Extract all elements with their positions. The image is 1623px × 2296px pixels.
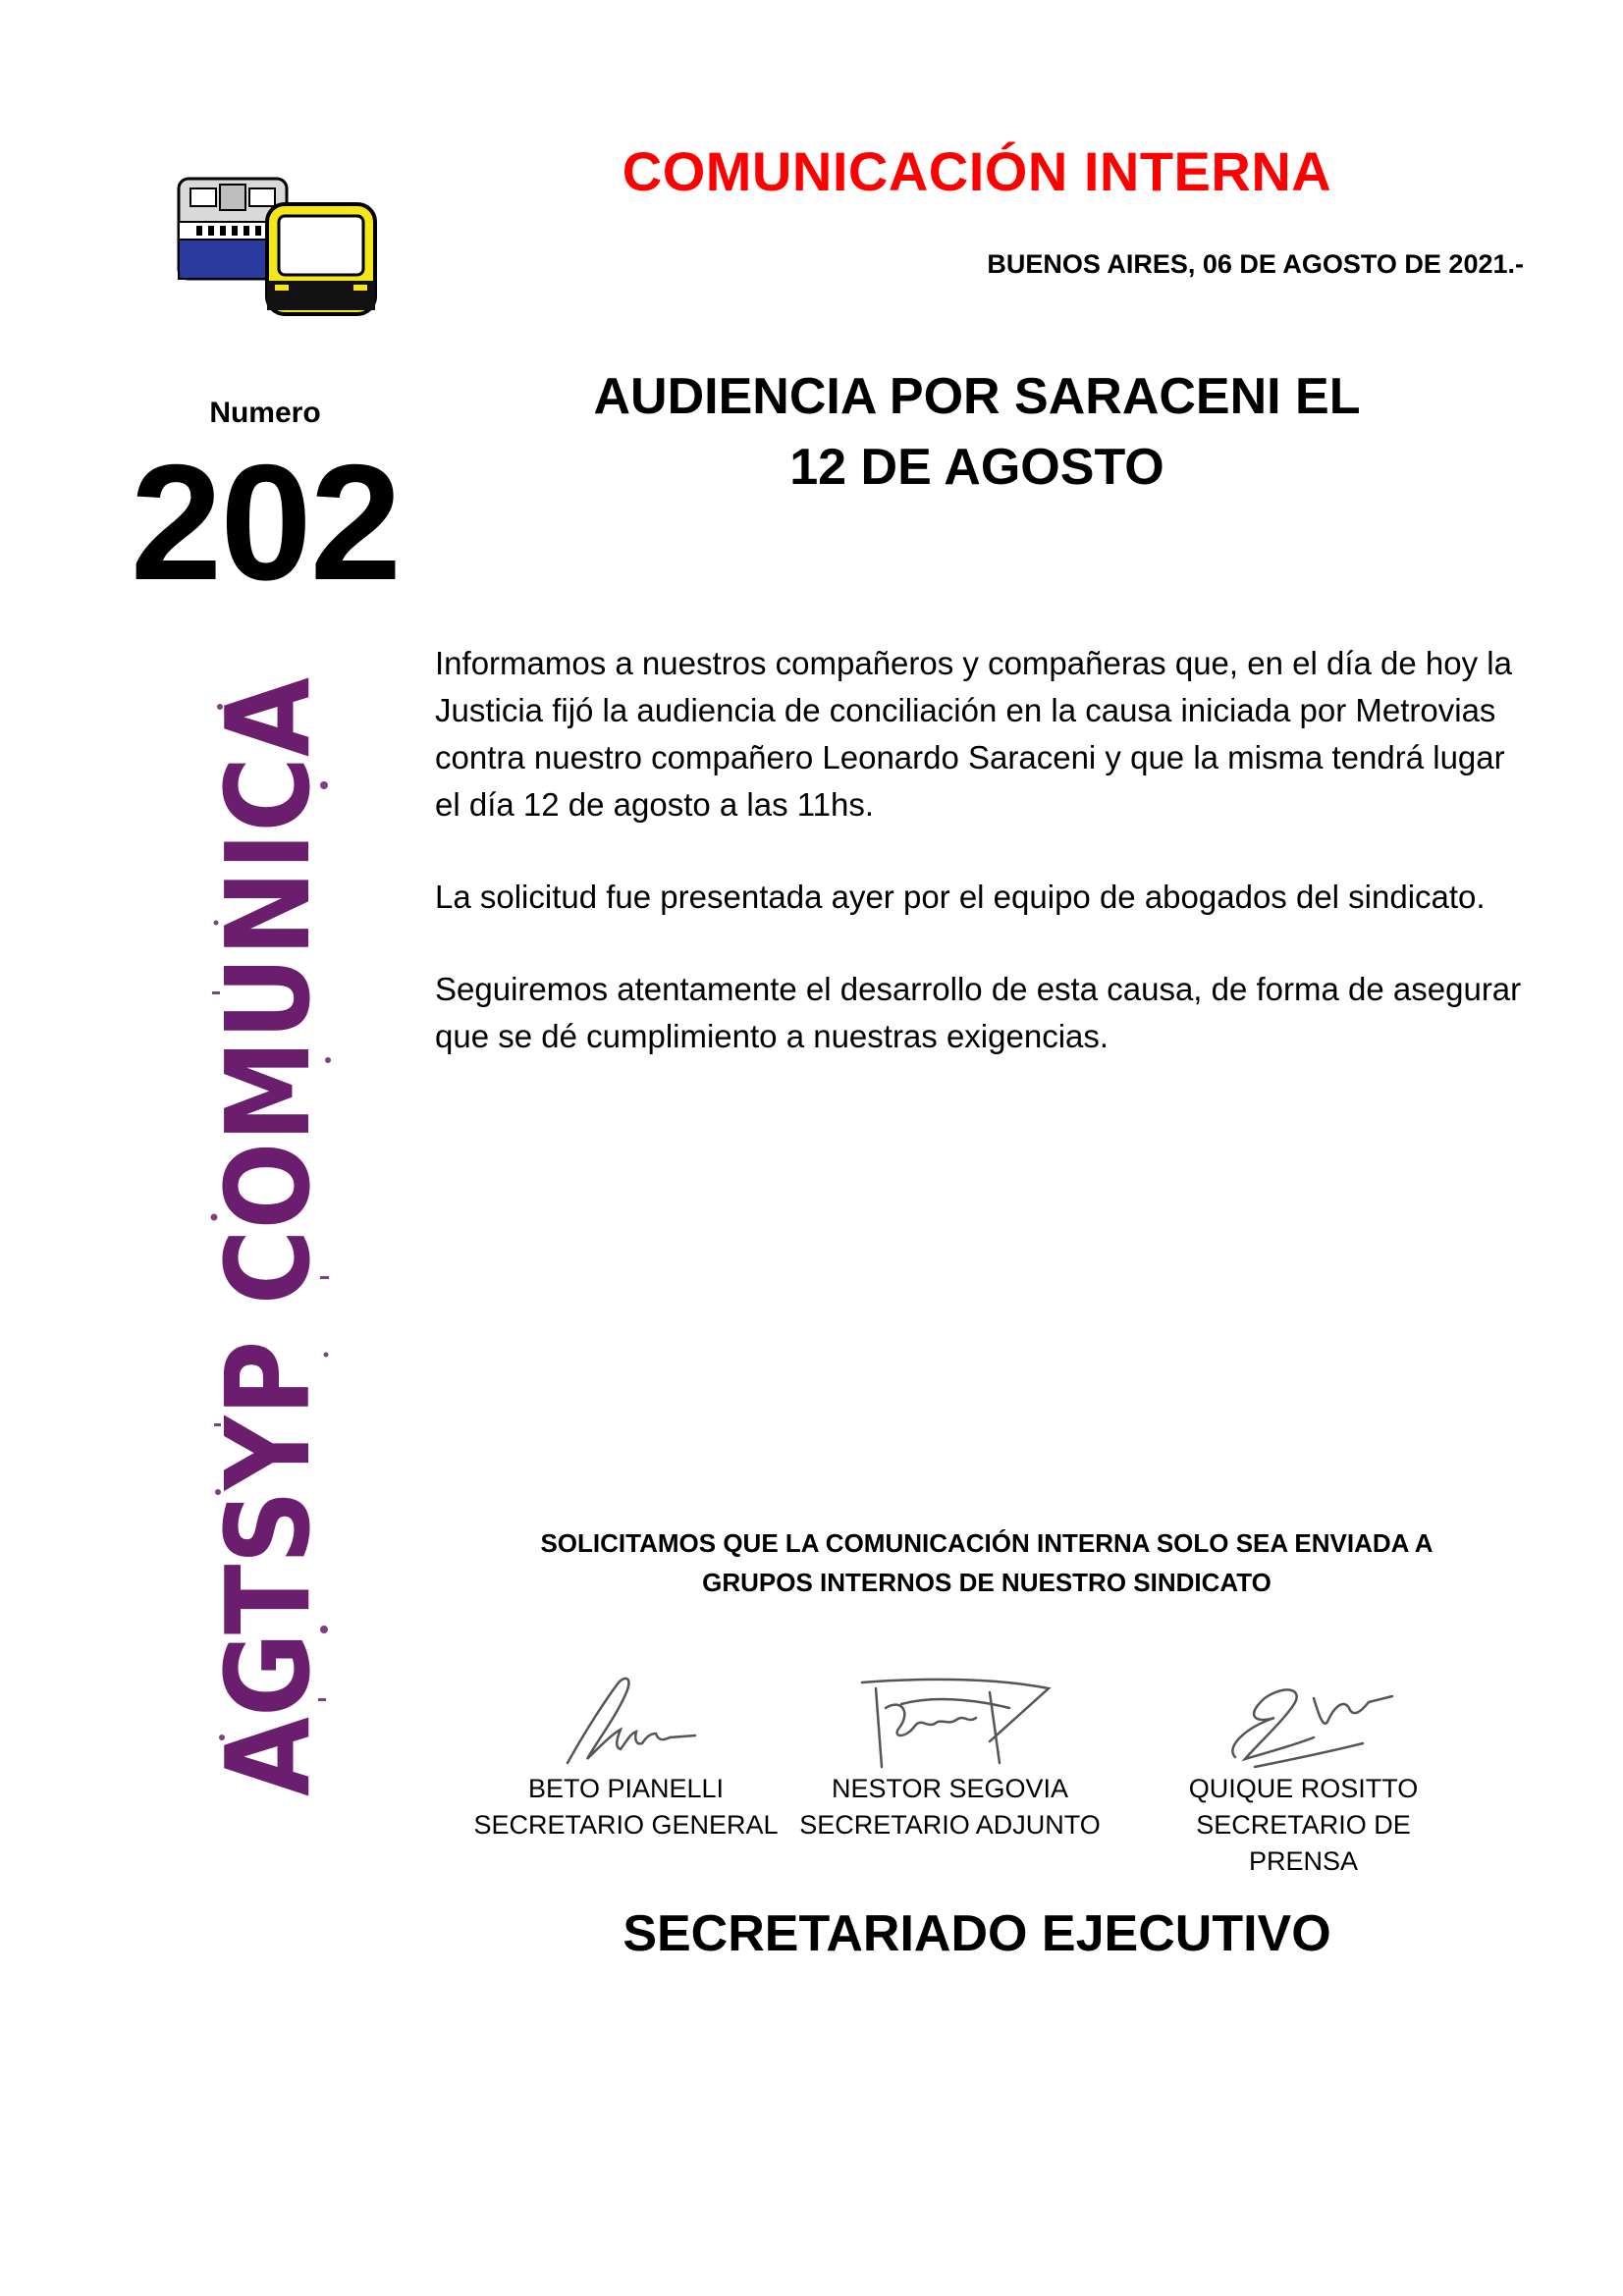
agtsyp-comunica-logo xyxy=(208,667,334,1796)
document-title: COMUNICACIÓN INTERNA xyxy=(622,140,1332,202)
body-paragraph-1: Informamos a nuestros compañeros y compañeras que, en el día de hoy la Justicia fijó la audiencia de conciliación en la causa iniciada por Metrovias contra nuestro compañero Leonardo Saraceni y que la misma tendrá lugar el día 12 de agosto a las 11hs. xyxy=(435,645,1512,823)
handwritten-signature-2 xyxy=(842,1669,1058,1771)
notice-line-2: GRUPOS INTERNOS DE NUESTRO SINDICATO xyxy=(702,1568,1271,1597)
signatory-name: BETO PIANELLI xyxy=(527,1774,725,1803)
handwritten-signature-1 xyxy=(548,1669,705,1771)
signatory-role: SECRETARIO GENERAL xyxy=(473,1810,779,1840)
issue-number-label: Numero xyxy=(209,397,321,429)
train-logo-icon xyxy=(177,175,379,318)
signature-block-1 xyxy=(461,1669,790,1843)
footer-signature-title: SECRETARIADO EJECUTIVO xyxy=(622,1905,1331,1962)
notice-line-1: SOLICITAMOS QUE LA COMUNICACIÓN INTERNA SOLO SEA ENVIADA A xyxy=(540,1528,1434,1558)
signatory-role: SECRETARIO ADJUNTO xyxy=(799,1810,1101,1840)
signature-block-2 xyxy=(785,1669,1114,1843)
signatory-name: QUIQUE ROSITTO xyxy=(1188,1774,1419,1803)
vertical-brand-logo xyxy=(208,667,334,1796)
headline-line-2: 12 DE AGOSTO xyxy=(789,439,1164,496)
headline xyxy=(550,361,1404,503)
headline-line-1: AUDIENCIA POR SARACENI EL xyxy=(593,368,1361,425)
body-paragraph-2: La solicitud fue presentada ayer por el equipo de abogados del sindicato. xyxy=(435,879,1486,915)
brand-text: AGTSYP COMUNICA xyxy=(208,667,334,1796)
body-paragraph-3: Seguiremos atentamente el desarrollo de esta causa, de forma de asegurar que se dé cumplimiento a nuestras exigencias. xyxy=(435,971,1522,1054)
document-date: BUENOS AIRES, 06 DE AGOSTO DE 2021.- xyxy=(987,249,1524,279)
signatory-name: NESTOR SEGOVIA xyxy=(831,1774,1069,1803)
signature-block-3 xyxy=(1139,1669,1468,1880)
union-logo xyxy=(177,175,379,318)
handwritten-signature-3 xyxy=(1196,1669,1412,1771)
issue-number: 202 xyxy=(130,430,401,614)
body-text xyxy=(435,640,1535,1105)
signatory-role: SECRETARIO DE PRENSA xyxy=(1196,1810,1411,1876)
distribution-notice xyxy=(471,1523,1502,1602)
